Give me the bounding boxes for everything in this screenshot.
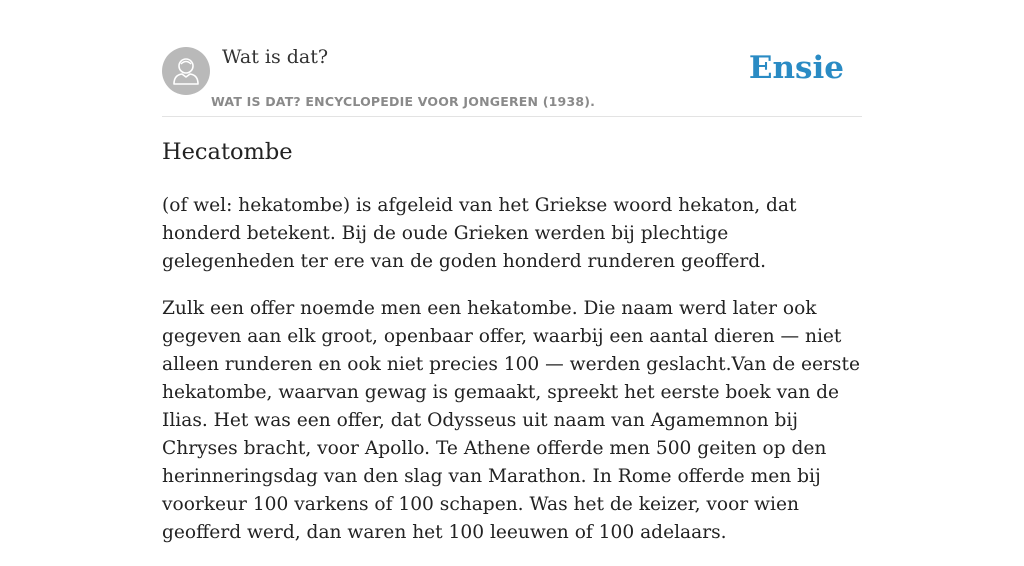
brand-logo-link[interactable]: Ensie — [748, 50, 844, 86]
article-title: Hecatombe — [162, 139, 293, 165]
avatar[interactable] — [162, 47, 210, 95]
source-header — [162, 40, 862, 117]
article-paragraph: (of wel: hekatombe) is afgeleid van het Griekse woord hekaton, dat honderd betekent. Bij de oude Grieken werden bij plechtige gelegenheden ter ere van de goden honderd runderen geofferd. — [162, 195, 797, 272]
source-title[interactable]: Wat is dat? — [222, 46, 329, 68]
article-body — [162, 192, 862, 566]
article-paragraph: Zulk een offer noemde men een hekatombe. Die naam werd later ook gegeven aan elk groot, openbaar offer, waarbij een aantal dieren — niet alleen runderen en ook niet precies 100 — werden geslacht.Van de eerste hekatombe, waarvan gewag is gemaakt, spreekt het eerste boek van de Ilias. Het was een offer, dat Odysseus uit naam van Agamemnon bij Chryses bracht, voor Apollo. Te Athene offerde men 500 geiten op den herinneringsdag van den slag van Marathon. In Rome offerde men bij voorkeur 100 varkens of 100 schapen. Was het de keizer, voor wien geofferd werd, dan waren het 100 leeuwen of 100 adelaars. — [162, 298, 860, 543]
user-icon — [162, 47, 210, 95]
source-subtitle[interactable]: WAT IS DAT? ENCYCLOPEDIE VOOR JONGEREN (1938). — [211, 94, 596, 109]
